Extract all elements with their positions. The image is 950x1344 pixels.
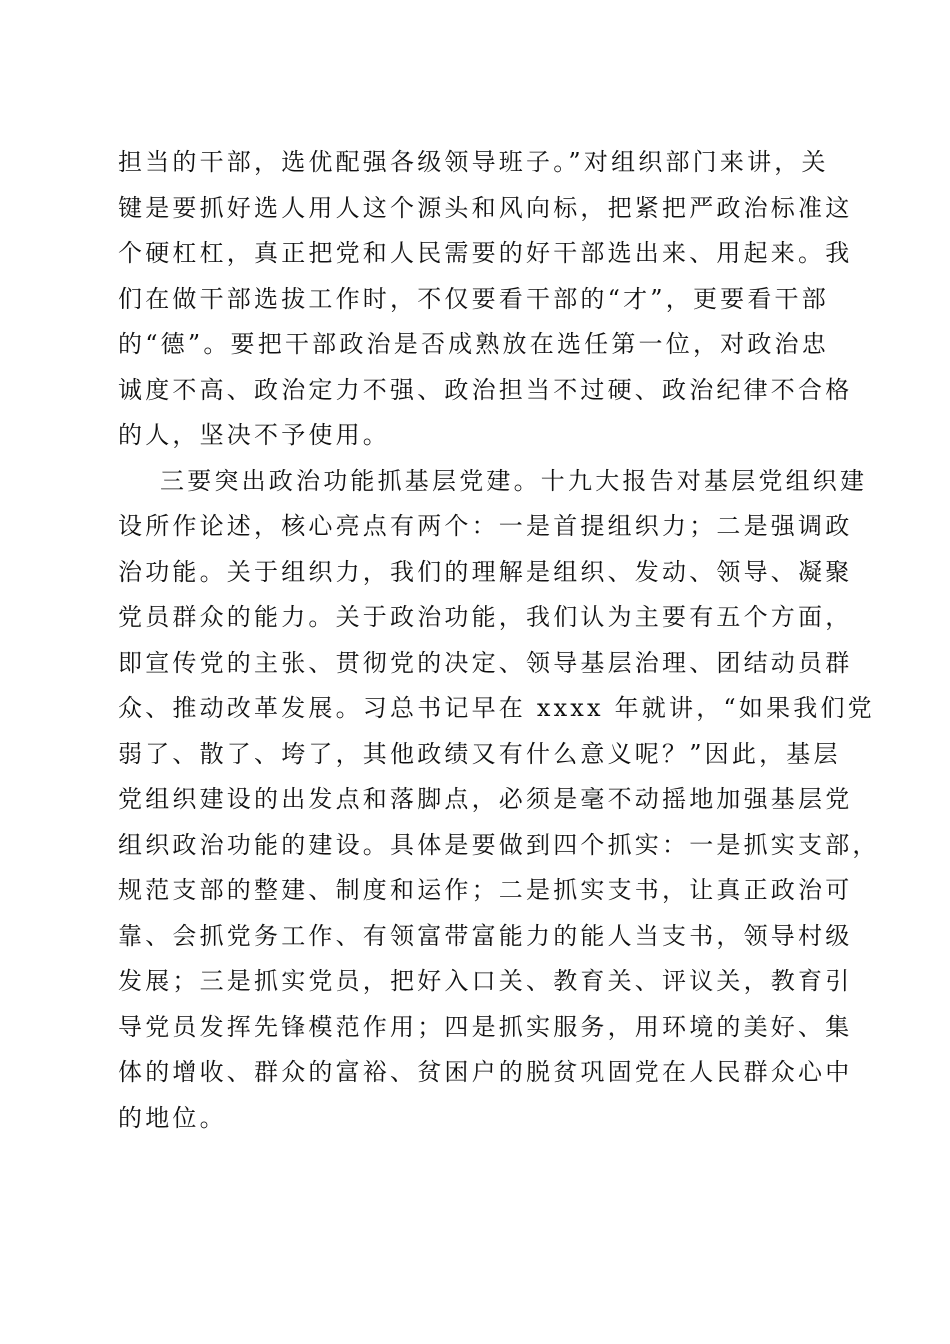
text-line: 党组织建设的出发点和落脚点，必须是毫不动摇地加强基层党 bbox=[118, 785, 853, 813]
text-line: 治功能。关于组织力，我们的理解是组织、发动、领导、凝聚 bbox=[118, 557, 853, 586]
text-line: 发展；三是抓实党员，把好入口关、教育关、评议关，教育引 bbox=[118, 967, 853, 995]
text-line: 导党员发挥先锋模范作用；四是抓实服务，用环境的美好、集 bbox=[118, 1012, 853, 1041]
text-line: 诚度不高、政治定力不强、政治担当不过硬、政治纪律不合格 bbox=[118, 375, 853, 404]
text-line: 组织政治功能的建设。具体是要做到四个抓实：一是抓实支部， bbox=[118, 830, 880, 859]
text-line: 键是要抓好选人用人这个源头和风向标，把紧把严政治标准这 bbox=[118, 193, 853, 222]
text-line: 担当的干部，选优配强各级领导班子。”对组织部门来讲，关 bbox=[118, 148, 829, 176]
text-line: 三要突出政治功能抓基层党建。十九大报告对基层党组织建 bbox=[160, 466, 868, 495]
text-line: 的人，坚决不予使用。 bbox=[118, 421, 390, 449]
text-line: 体的增收、群众的富裕、贫困户的脱贫巩固党在人民群众心中 bbox=[118, 1058, 853, 1086]
text-line: 的“德”。要把干部政治是否成熟放在选任第一位，对政治忠 bbox=[118, 330, 829, 358]
text-line: 众、推动改革发展。习总书记早在 xxxx 年就讲，“如果我们党 bbox=[118, 694, 875, 722]
text-line: 设所作论述，核心亮点有两个：一是首提组织力；二是强调政 bbox=[118, 512, 853, 540]
text-line: 靠、会抓党务工作、有领富带富能力的能人当支书，领导村级 bbox=[118, 921, 853, 950]
text-line: 即宣传党的主张、贯彻党的决定、领导基层治理、团结动员群 bbox=[118, 648, 853, 677]
text-line: 弱了、散了、垮了，其他政绩又有什么意义呢？”因此，基层 bbox=[118, 739, 841, 768]
text-line: 们在做干部选拔工作时，不仅要看干部的“才”，更要看干部 bbox=[118, 284, 829, 313]
paragraph-2 bbox=[118, 459, 880, 1142]
document-body bbox=[118, 140, 880, 1141]
text-line: 规范支部的整建、制度和运作；二是抓实支书，让真正政治可 bbox=[118, 876, 853, 904]
text-line: 的地位。 bbox=[118, 1103, 227, 1132]
text-line: 党员群众的能力。关于政治功能，我们认为主要有五个方面， bbox=[118, 603, 853, 631]
text-line: 个硬杠杠，真正把党和人民需要的好干部选出来、用起来。我 bbox=[118, 239, 853, 267]
paragraph-1 bbox=[118, 140, 853, 459]
